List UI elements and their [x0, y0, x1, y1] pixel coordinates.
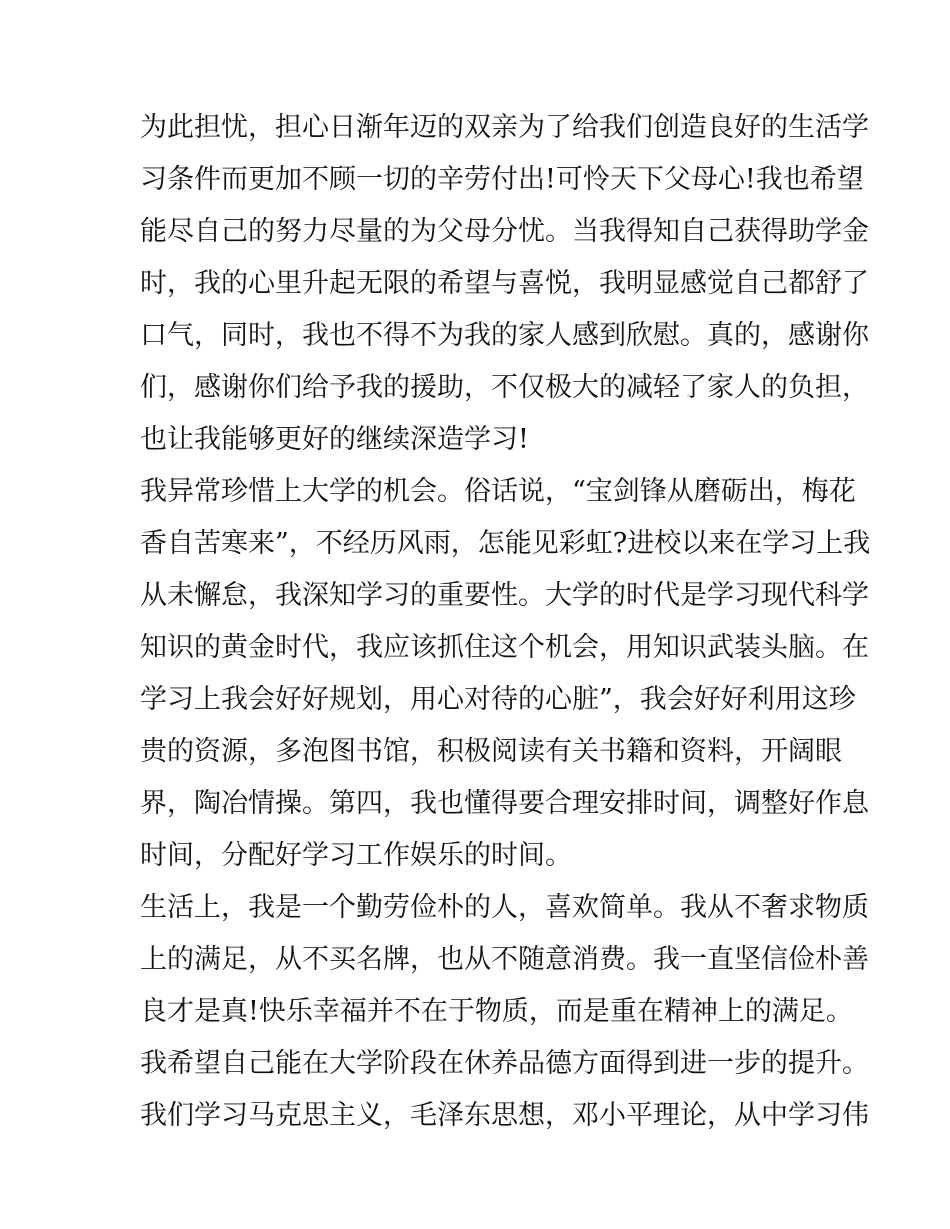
text-line: 我异常珍惜上大学的机会。俗话说，“宝剑锋从磨砺出，梅花 — [140, 476, 856, 507]
text-line: 贵的资源，多泡图书馆，积极阅读有关书籍和资料，开阔眼 — [140, 736, 842, 767]
text-line: 时，我的心里升起无限的希望与喜悦，我明显感觉自己都舒了 — [140, 268, 869, 299]
text-line: 们，感谢你们给予我的援助，不仅极大的减轻了家人的负担， — [140, 372, 869, 403]
text-line: 生活上，我是一个勤劳俭朴的人，喜欢简单。我从不奢求物质 — [140, 892, 869, 923]
text-line: 我们学习马克思主义，毛泽东思想，邓小平理论，从中学习伟 — [140, 1100, 869, 1131]
document-body — [140, 102, 871, 1142]
text-line: 口气，同时，我也不得不为我的家人感到欣慰。真的，感谢你 — [140, 320, 869, 351]
text-line: 能尽自己的努力尽量的为父母分忧。当我得知自己获得助学金 — [140, 216, 869, 247]
text-line: 为此担忧，担心日渐年迈的双亲为了给我们创造良好的生活学 — [140, 112, 869, 143]
text-line: 香自苦寒来”，不经历风雨，怎能见彩虹?进校以来在学习上我 — [140, 528, 871, 559]
text-line: 良才是真!快乐幸福并不在于物质，而是重在精神上的满足。 — [140, 996, 853, 1027]
text-line: 学习上我会好好规划，用心对待的心脏”，我会好好利用这珍 — [140, 684, 856, 715]
text-line: 知识的黄金时代，我应该抓住这个机会，用知识武装头脑。在 — [140, 632, 869, 663]
text-line: 我希望自己能在大学阶段在休养品德方面得到进一步的提升。 — [140, 1048, 869, 1079]
text-line: 上的满足，从不买名牌，也从不随意消费。我一直坚信俭朴善 — [140, 944, 869, 975]
text-line: 也让我能够更好的继续深造学习! — [140, 424, 529, 455]
text-line: 时间，分配好学习工作娱乐的时间。 — [140, 840, 572, 871]
text-line: 从未懈怠，我深知学习的重要性。大学的时代是学习现代科学 — [140, 580, 869, 611]
text-line: 习条件而更加不顾一切的辛劳付出!可怜天下父母心!我也希望 — [140, 164, 864, 195]
text-line: 界，陶冶情操。第四，我也懂得要合理安排时间，调整好作息 — [140, 788, 869, 819]
